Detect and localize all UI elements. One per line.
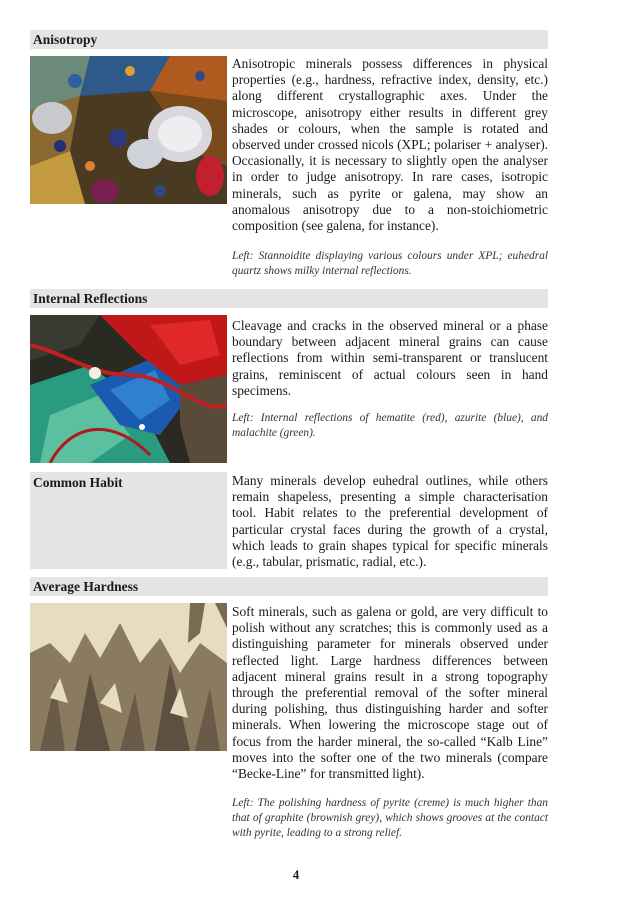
section-header-common-habit: Common Habit (30, 472, 227, 569)
anisotropy-micrograph (30, 56, 227, 204)
internal-reflections-caption: Left: Internal reflections of hematite (red), azurite (blue), and malachite (green). (232, 412, 548, 439)
anisotropy-caption: Left: Stannoidite displaying various colours under XPL; euhedral quartz shows milky internal reflections. (232, 250, 548, 277)
average-hardness-micrograph (30, 603, 227, 751)
average-hardness-caption: Left: The polishing hardness of pyrite (creme) is much higher than that of graphite (brownish grey), which shows grooves at the contact with pyrite, leading to a strong relief. (232, 797, 548, 839)
anisotropy-text: Anisotropic minerals possess differences in physical properties (e.g., hardness, refractive index, density, etc.) along different crystallographic axes. Under the microscope, anisotropy either results in different grey shades or colours, when the sample is rotated and observed under crossed nicols (XPL; polariser + analyser). Occasionally, it is necessary to slightly open the analyser in order to judge anisotropy. In rare cases, isotropic minerals, such as pyrite or galena, may show an anomalous anisotropy due to a non-stoichiometric composition (see galena, for instance). (232, 56, 548, 234)
page-number: 4 (292, 867, 300, 882)
average-hardness-text: Soft minerals, such as galena or gold, are very difficult to polish without any scratches; this is commonly used as a distinguishing parameter for minerals observed under reflected light. Large hardness differences between adjacent mineral grains result in a strong topography through the preferential removal of the softer mineral during polishing, thus distinguishing harder and softer minerals. When lowering the microscope stage out of focus from the harder mineral, the so-called “Kalb Line” moves into the softer one of the two minerals (compare “Becke-Line” for transmitted light). (232, 604, 548, 782)
section-header-internal-reflections: Internal Reflections (30, 289, 548, 308)
internal-reflections-micrograph (30, 315, 227, 463)
section-header-average-hardness: Average Hardness (30, 577, 548, 596)
section-header-anisotropy: Anisotropy (30, 30, 548, 49)
common-habit-text: Many minerals develop euhedral outlines, while others remain shapeless, presenting a simple characterisation tool. Habit relates to the preferential development of particular crystal faces during the growth of a crystal, which leads to grain shapes typical for specific minerals (e.g., tabular, prismatic, radial, etc.). (232, 473, 548, 570)
internal-reflections-text: Cleavage and cracks in the observed mineral or a phase boundary between adjacent mineral grains can cause reflections from within semi-transparent or translucent grains, reminiscent of actual colours seen in hand specimens. (232, 318, 548, 398)
